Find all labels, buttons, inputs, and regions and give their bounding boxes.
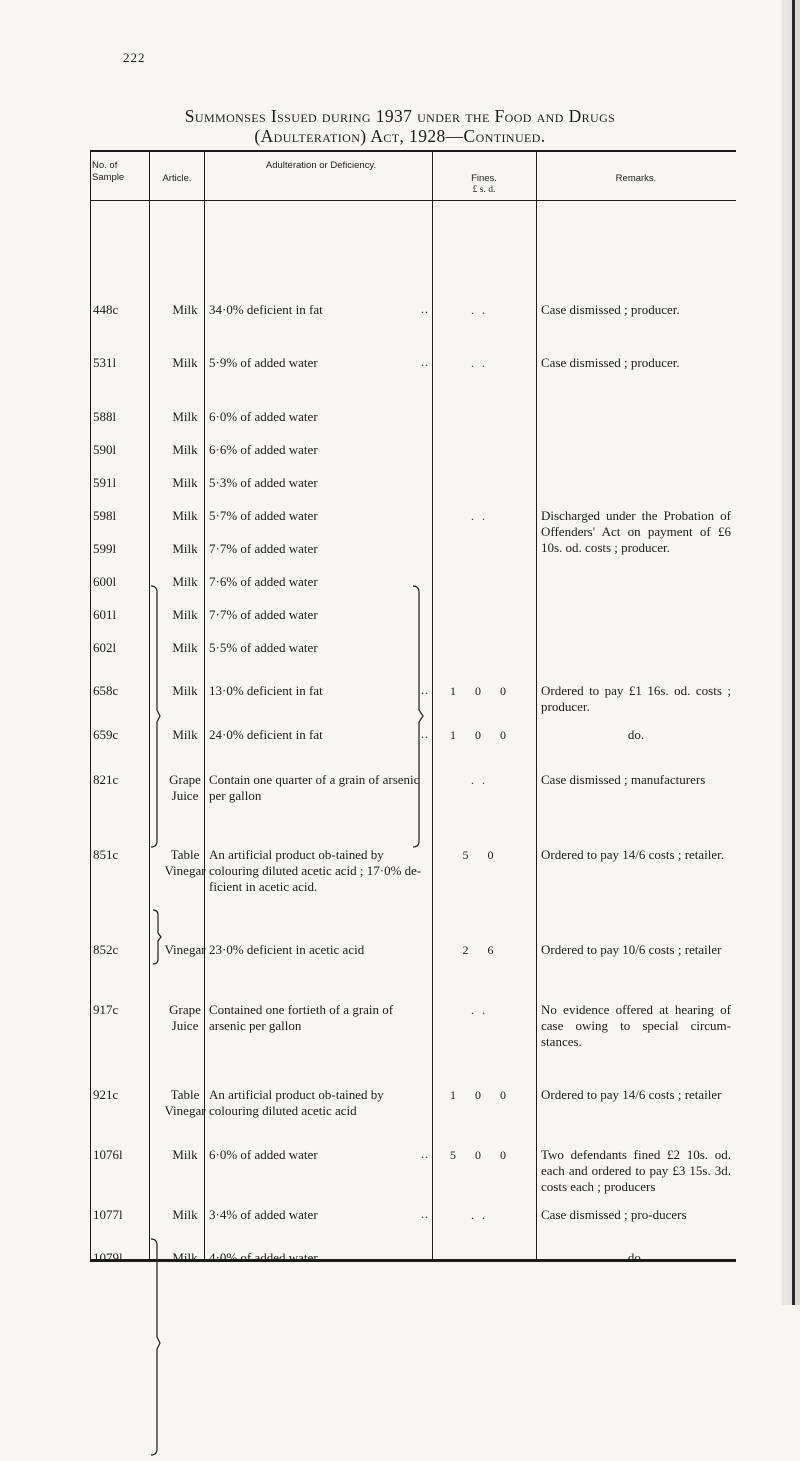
cell-fine: 5 0 0 (450, 1148, 514, 1162)
cell-adulteration: 24·0% deficient in fat (209, 727, 323, 742)
cell-adulteration: 3·4% of added water (209, 1207, 318, 1222)
cell-fine: 1 0 0 (450, 728, 514, 742)
header-fines-units: £ s. d. (472, 185, 496, 195)
cell-fine: .. (471, 1003, 493, 1017)
cell-sample: 590l (93, 442, 117, 457)
cell-fine: 5 0 (462, 848, 502, 862)
brace-adulteration-group (413, 584, 425, 849)
cell-sample: 602l (93, 640, 117, 655)
cell-adulteration: An artificial product ob-tained by colouring diluted acetic acid (209, 1087, 387, 1118)
cell-adulteration: 6·6% of added water (209, 442, 318, 457)
cell-remarks: Ordered to pay 14/6 costs ; retailer. (541, 847, 725, 862)
cell-adulteration: Contained one fortieth of a grain of arsenic per gallon (209, 1002, 397, 1033)
leader-dots: .. (421, 355, 429, 369)
cell-sample: 531l (93, 355, 117, 370)
page-number: 222 (123, 50, 146, 65)
cell-adulteration: 5·7% of added water (209, 508, 318, 523)
cell-sample: 599l (93, 541, 117, 556)
header-article: Article. (162, 173, 192, 184)
cell-article: Milk (172, 683, 198, 698)
cell-adulteration: 6·0% of added water (209, 409, 318, 424)
cell-remarks: Case dismissed ; producer. (541, 302, 680, 317)
cell-article: Milk (172, 355, 198, 370)
cell-remarks: do. (627, 1250, 645, 1265)
cell-adulteration: 7·7% of added water (209, 607, 318, 622)
cell-article: Table Vinegar (164, 847, 206, 878)
cell-sample: 588l (93, 409, 117, 424)
cell-sample: 1079l (93, 1250, 123, 1265)
cell-article: Milk (172, 475, 198, 490)
cell-sample: 658c (93, 683, 119, 698)
cell-adulteration: 4·0% of added water (209, 1250, 318, 1265)
cell-sample: 851c (93, 847, 119, 862)
leader-dots: .. (421, 727, 429, 741)
brace-article-group (151, 584, 161, 849)
cell-remarks: Ordered to pay 14/6 costs ; retailer (541, 1087, 722, 1102)
cell-adulteration: 23·0% deficient in acetic acid (209, 942, 365, 957)
leader-dots: .. (421, 1147, 429, 1161)
cell-sample: 1077l (93, 1207, 123, 1222)
cell-sample: 921c (93, 1087, 119, 1102)
cell-article: Table Vinegar (164, 1087, 206, 1118)
cell-article: Milk (172, 727, 198, 742)
cell-remarks: Two defendants fined £2 10s. od. each and ordered to pay £3 15s. 3d. costs each ; producers (541, 1147, 735, 1194)
cell-adulteration: Contain one quarter of a grain of arsenic per gallon (209, 772, 423, 803)
cell-article: Milk (172, 1250, 198, 1265)
cell-sample: 821c (93, 772, 119, 787)
cell-fine: .. (471, 303, 493, 317)
cell-adulteration: 5·9% of added water (209, 355, 318, 370)
leader-dots: .. (421, 1207, 429, 1221)
cell-fine: 2 6 (462, 943, 502, 957)
header-fines: Fines. (471, 173, 497, 184)
cell-article: Milk (172, 1147, 198, 1162)
cell-article: Milk (172, 640, 198, 655)
cell-sample: 917c (93, 1002, 119, 1017)
column-rule (432, 152, 433, 1262)
cell-sample: 598l (93, 508, 117, 523)
cell-remarks: Case dismissed ; manufacturers (541, 772, 706, 787)
header-sample: No. of Sample (92, 160, 125, 183)
cell-remarks: No evidence offered at hearing of case owing to special circum-stances. (541, 1002, 735, 1049)
brace-article-group-2 (151, 1237, 161, 1461)
cell-fine: 1 0 0 (450, 684, 514, 698)
cell-article: Milk (172, 442, 198, 457)
cell-remarks: Ordered to pay 10/6 costs ; retailer (541, 942, 722, 957)
leader-dots: .. (421, 1250, 429, 1264)
cell-remarks: Ordered to pay £1 16s. od. costs ; producer. (541, 683, 735, 714)
cell-sample: 659c (93, 727, 119, 742)
cell-article: Milk (172, 574, 198, 589)
cell-adulteration: 34·0% deficient in fat (209, 302, 323, 317)
cell-adulteration: An artificial product ob-tained by colouring diluted acetic acid ; 17·0% de-ficient in acetic acid. (209, 847, 422, 894)
page-title: Summonses Issued during 1937 under the Food and Drugs (184, 106, 616, 126)
cell-sample: 1076l (93, 1147, 123, 1162)
column-rule (149, 152, 150, 1262)
cell-sample: 591l (93, 475, 117, 490)
brace-article-pair (153, 908, 163, 966)
cell-article: Milk (172, 541, 198, 556)
cell-fine: .. (471, 1208, 493, 1222)
cell-adulteration: 6·0% of added water (209, 1147, 318, 1162)
cell-fine: .. (471, 509, 493, 523)
cell-sample: 448c (93, 302, 119, 317)
cell-article: Milk (172, 409, 198, 424)
cell-adulteration: 7·7% of added water (209, 541, 318, 556)
cell-sample: 852c (93, 942, 119, 957)
scan-edge-line (792, 0, 795, 1305)
cell-remarks: Case dismissed ; producer. (541, 355, 680, 370)
header-adulteration: Adulteration or Deficiency. (265, 160, 377, 171)
cell-sample: 600l (93, 574, 117, 589)
cell-remarks: Case dismissed ; pro-ducers (541, 1207, 687, 1222)
header-remarks: Remarks. (615, 173, 657, 184)
cell-article: Milk (172, 302, 198, 317)
header-rule (91, 200, 736, 201)
cell-adulteration: 5·3% of added water (209, 475, 318, 490)
cell-article: Milk (172, 607, 198, 622)
scan-margin (782, 0, 800, 1305)
cell-remarks: Discharged under the Probation of Offenders' Act on payment of £6 10s. od. costs ; producer. (541, 508, 735, 555)
page-subtitle: (Adulteration) Act, 1928—Continued. (254, 126, 546, 146)
cell-fine: .. (471, 773, 493, 787)
cell-adulteration: 13·0% deficient in fat (209, 683, 323, 698)
summonses-table (90, 150, 736, 1265)
cell-article: Grape Juice (169, 1002, 205, 1033)
cell-fine: .. (471, 356, 493, 370)
cell-adulteration: 5·5% of added water (209, 640, 318, 655)
cell-fine: .. (471, 1251, 493, 1265)
cell-sample: 601l (93, 607, 117, 622)
leader-dots: .. (421, 302, 429, 316)
cell-article: Vinegar (164, 942, 206, 957)
leader-dots: .. (421, 683, 429, 697)
cell-remarks: do. (627, 727, 645, 742)
cell-fine: 1 0 0 (450, 1088, 514, 1102)
cell-article: Milk (172, 508, 198, 523)
cell-article: Grape Juice (169, 772, 205, 803)
cell-article: Milk (172, 1207, 198, 1222)
cell-adulteration: 7·6% of added water (209, 574, 318, 589)
column-rule (536, 152, 537, 1262)
